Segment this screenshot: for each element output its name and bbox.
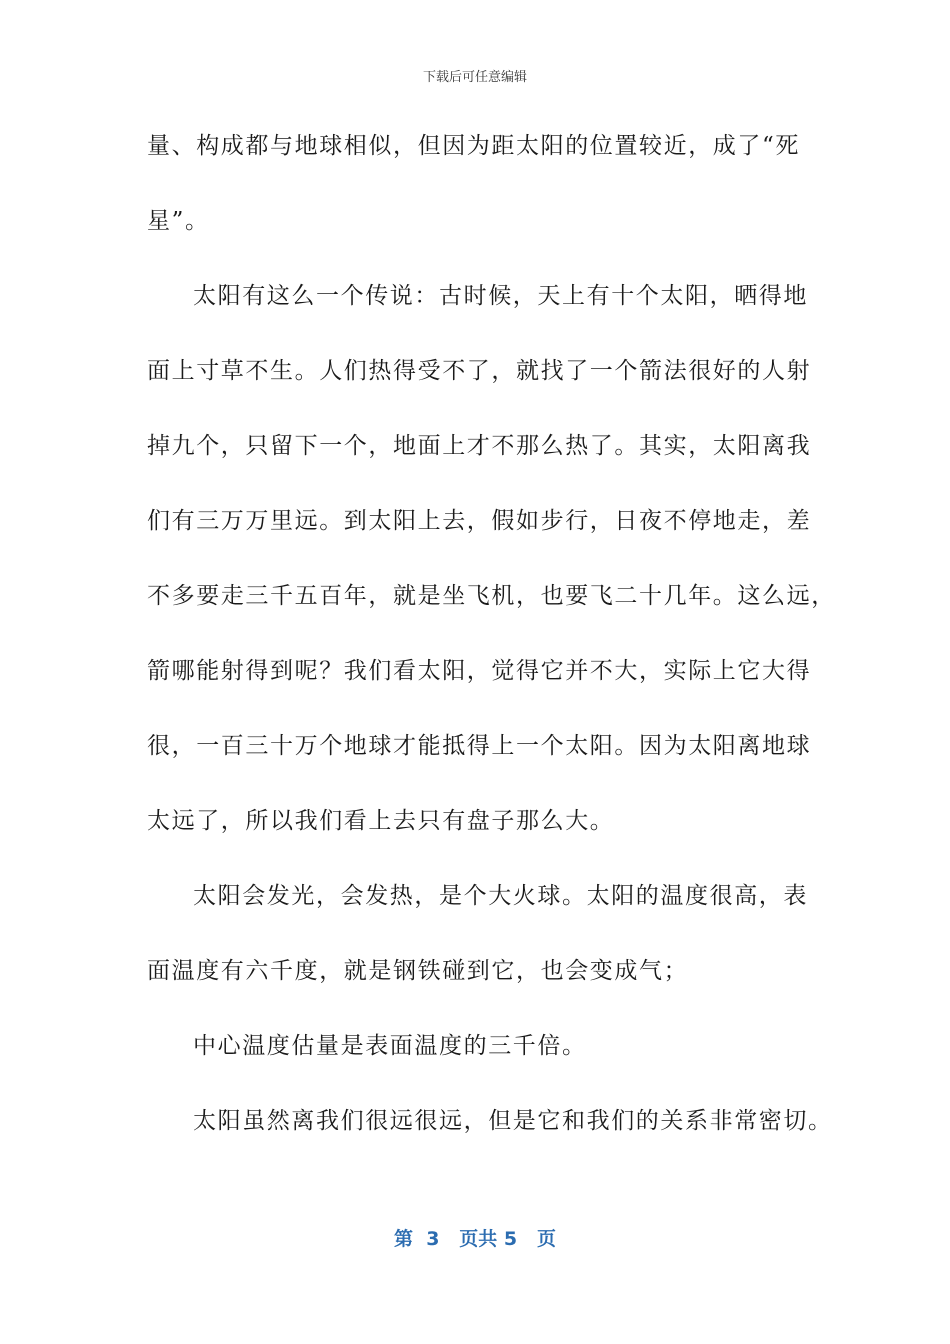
body-line-10: 太远了，所以我们看上去只有盘子那么大。 — [147, 808, 615, 834]
body-line-5: 掉九个，只留下一个，地面上才不那么热了。其实，太阳离我 — [147, 433, 812, 459]
body-line-11: 太阳会发光，会发热，是个大火球。太阳的温度很高，表 — [193, 883, 808, 909]
body-line-6: 们有三万万里远。到太阳上去，假如步行，日夜不停地走，差 — [147, 508, 812, 534]
body-line-14: 太阳虽然离我们很远很远，但是它和我们的关系非常密切。 — [193, 1108, 833, 1134]
body-line-12: 面温度有六千度，就是钢铁碰到它，也会变成气； — [147, 958, 689, 984]
body-line-13: 中心温度估量是表面温度的三千倍。 — [193, 1033, 587, 1059]
page-number-footer: 第 3 页共 5 页 — [394, 1228, 556, 1250]
body-line-3: 太阳有这么一个传说：古时候，天上有十个太阳，晒得地 — [193, 283, 808, 309]
body-line-8: 箭哪能射得到呢？我们看太阳，觉得它并不大，实际上它大得 — [147, 658, 812, 684]
page-header: 下载后可任意编辑 — [422, 70, 527, 85]
body-line-2: 星”。 — [147, 208, 210, 234]
body-line-4: 面上寸草不生。人们热得受不了，就找了一个箭法很好的人射 — [147, 358, 812, 384]
body-line-7: 不多要走三千五百年，就是坐飞机，也要飞二十几年。这么远， — [147, 583, 836, 609]
document-body — [147, 122, 836, 1172]
body-line-9: 很，一百三十万个地球才能抵得上一个太阳。因为太阳离地球 — [147, 733, 812, 759]
body-line-1: 量、构成都与地球相似，但因为距太阳的位置较近，成了“死 — [147, 133, 800, 159]
